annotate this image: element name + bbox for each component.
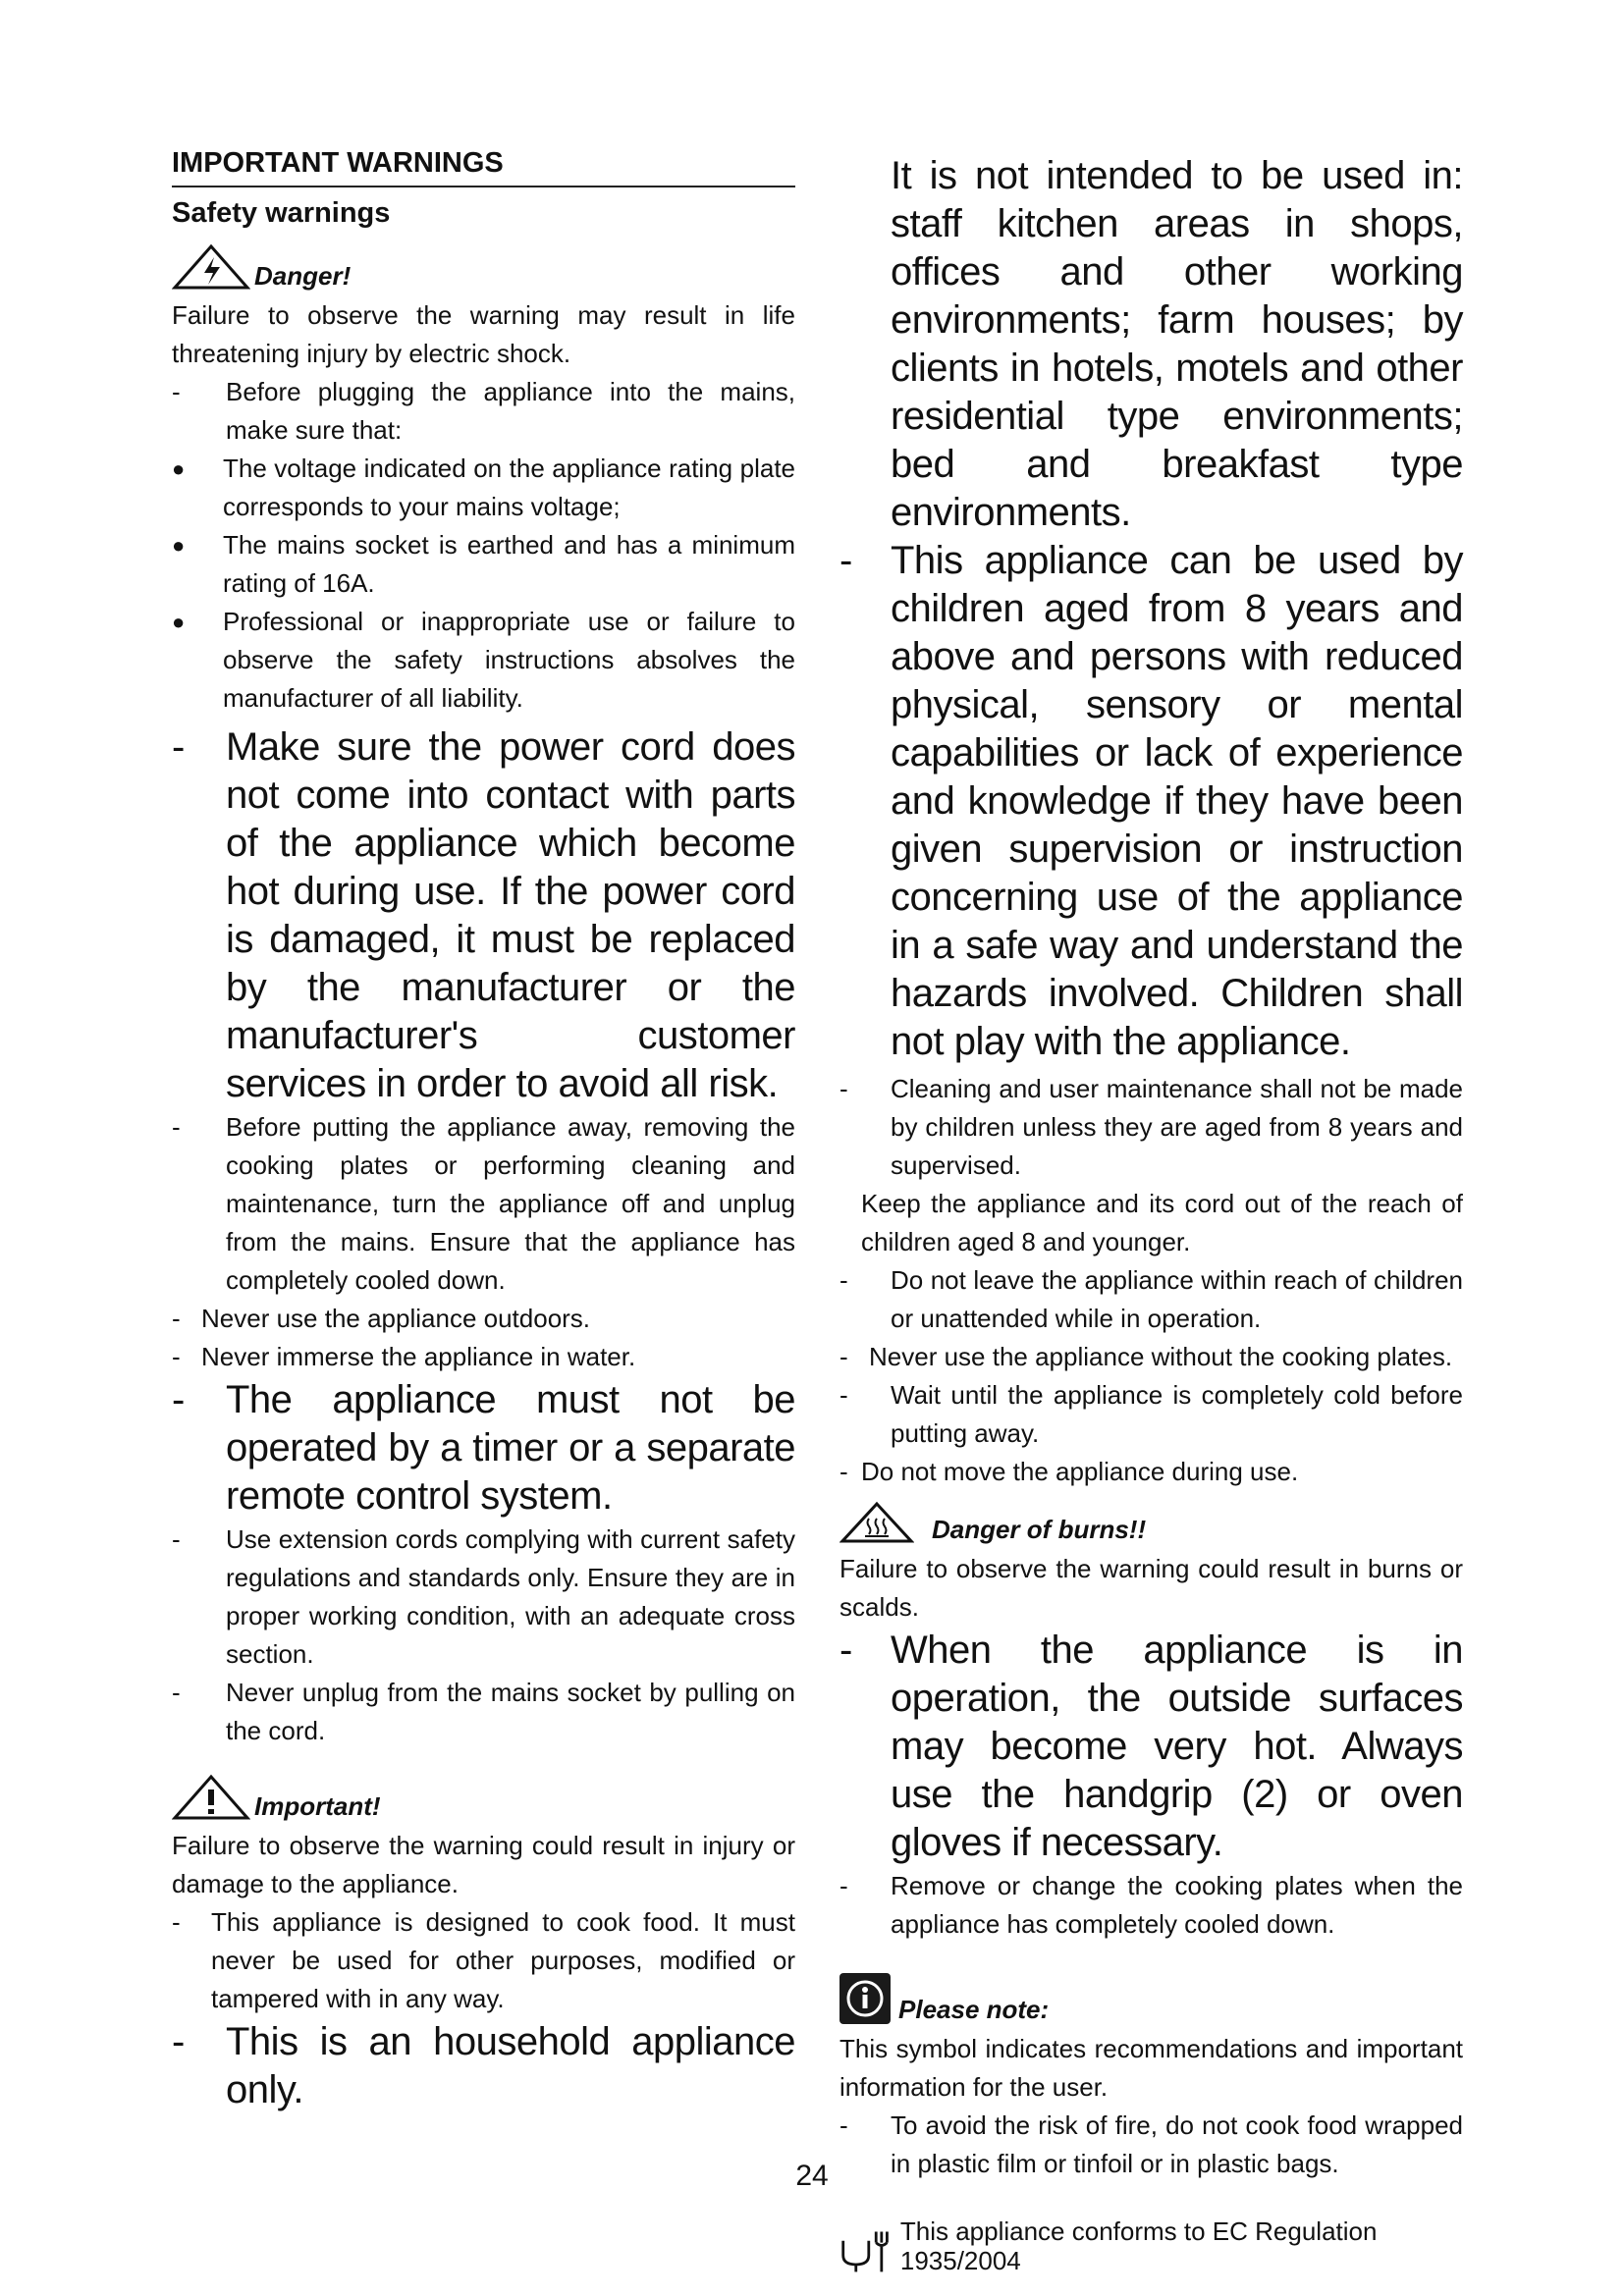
power-cord-text: Make sure the power cord does not come into contact with parts of the appliance which become hot during use. If the power cord is damaged, it must be replaced by the manufacturer or the manufacturer's customer services in order to avoid all risk.	[226, 725, 795, 1105]
remove-plates-item: - Remove or change the cooking plates when the appliance has completely cooled down.	[839, 1871, 1463, 1939]
not-intended-text: It is not intended to be used in: staff kitchen areas in shops, offices and other working environments; farm houses; by clients in hotels, motels and other residential type environments; bed and breakfast type environments.	[891, 154, 1463, 534]
designed-item: - This appliance is designed to cook food. It must never be used for other purposes, modified or tampered with in any way.	[172, 1907, 795, 2013]
extension-text: Use extension cords complying with current safety regulations and standards only. Ensure they are in proper working condition, with an adequate cross section.	[226, 1524, 795, 1669]
remove-plates-text: Remove or change the cooking plates when the appliance has completely cooled down.	[891, 1871, 1463, 1939]
before-plugging-text: Before plugging the appliance into the mains, make sure that:	[226, 377, 795, 445]
timer-item: - The appliance must not be operated by a timer or a separate remote control system.	[172, 1378, 795, 1518]
danger-heading	[172, 243, 795, 291]
fire-item: - To avoid the risk of fire, do not cook food wrapped in plastic film or tinfoil or in plastic bags.	[839, 2110, 1463, 2178]
do-not-move-item: - Do not move the appliance during use.	[839, 1457, 1299, 1486]
bullet-text: The mains socket is earthed and has a minimum rating of 16A.	[223, 530, 795, 598]
right-column	[839, 152, 1463, 2275]
timer-text: The appliance must not be operated by a timer or a separate remote control system.	[226, 1378, 795, 1518]
page-number: 24	[795, 2160, 829, 2192]
unplug-item: - Never unplug from the mains socket by pulling on the cord.	[172, 1678, 795, 1745]
wait-text: Wait until the appliance is completely cold before putting away.	[891, 1380, 1463, 1448]
cleaning-text: Cleaning and user maintenance shall not be made by children unless they are aged from 8 years and supervised.	[891, 1074, 1463, 1180]
unplug-text: Never unplug from the mains socket by pulling on the cord.	[226, 1678, 795, 1745]
wait-item: - Wait until the appliance is completely cold before putting away.	[839, 1380, 1463, 1448]
section-title: IMPORTANT WARNINGS	[172, 147, 795, 187]
never-immerse-item: - Never immerse the appliance in water.	[172, 1342, 636, 1371]
important-heading	[172, 1774, 795, 1821]
before-putting-item: - Before putting the appliance away, removing the cooking plates or performing cleaning and maintenance, turn the appliance off and unplug from the mains. Ensure that the appliance has completely cooled down.	[172, 1112, 795, 1295]
burns-label: Danger of burns!!	[932, 1515, 1147, 1544]
do-not-move-text: Do not move the appliance during use.	[861, 1457, 1299, 1486]
never-without-item: - Never use the appliance without the cooking plates.	[839, 1342, 1453, 1371]
subsection-title: Safety warnings	[172, 197, 391, 229]
never-outdoors-text: Never use the appliance outdoors.	[201, 1304, 591, 1333]
note-label: Please note:	[898, 1995, 1050, 2024]
info-icon	[839, 1973, 891, 2024]
important-text: Failure to observe the warning could result in injury or damage to the appliance.	[172, 1831, 795, 1898]
fire-text: To avoid the risk of fire, do not cook food wrapped in plastic film or tinfoil or in plastic bags.	[891, 2110, 1463, 2178]
left-column	[172, 147, 795, 2114]
cleaning-item: - Cleaning and user maintenance shall not be made by children unless they are aged from 8 years and supervised.	[839, 1074, 1463, 1180]
important-label: Important!	[254, 1791, 381, 1821]
do-not-leave-item: - Do not leave the appliance within reach of children or unattended while in operation.	[839, 1265, 1463, 1333]
burns-heading	[839, 1501, 1463, 1544]
before-plugging-item: - Before plugging the appliance into the mains, make sure that:	[172, 377, 795, 445]
conformity-line	[839, 2216, 1463, 2275]
bullet-text: Professional or inappropriate use or failure to observe the safety instructions absolves the manufacturer of all liability.	[223, 607, 795, 713]
hot-surfaces-item: - When the appliance is in operation, the outside surfaces may become very hot. Always use the handgrip (2) or oven gloves if necessary.	[839, 1629, 1463, 1864]
bullet-item	[172, 450, 795, 526]
power-cord-item: - Make sure the power cord does not come into contact with parts of the appliance which become hot during use. If the power cord is damaged, it must be replaced by the manufacturer or the manufacturer's customer services in order to avoid all risk.	[172, 725, 795, 1105]
do-not-leave-text: Do not leave the appliance within reach of children or unattended while in operation.	[891, 1265, 1463, 1333]
note-heading	[839, 1973, 1463, 2024]
food-contact-icon	[839, 2226, 894, 2275]
hot-surfaces-text: When the appliance is in operation, the outside surfaces may become very hot. Always use the handgrip (2) or oven gloves if necessary.	[891, 1629, 1463, 1864]
warning-triangle-icon	[172, 1774, 250, 1821]
bullet-item	[172, 526, 795, 603]
never-immerse-text: Never immerse the appliance in water.	[201, 1342, 636, 1371]
electric-shock-warning-icon	[172, 243, 250, 291]
hot-surface-warning-icon	[839, 1501, 914, 1544]
extension-item: - Use extension cords complying with current safety regulations and standards only. Ensure they are in proper working condition, with an adequate cross section.	[172, 1524, 795, 1669]
before-putting-text: Before putting the appliance away, removing the cooking plates or performing cleaning and maintenance, turn the appliance off and unplug from the mains. Ensure that the appliance has completely cooled down.	[226, 1112, 795, 1295]
danger-text: Failure to observe the warning may result in life threatening injury by electric shock.	[172, 300, 795, 368]
note-text: This symbol indicates recommendations and important information for the user.	[839, 2034, 1463, 2102]
danger-label: Danger!	[254, 261, 352, 291]
burns-text: Failure to observe the warning could result in burns or scalds.	[839, 1554, 1463, 1622]
bullet-icon: ●	[172, 610, 186, 634]
children-text: This appliance can be used by children aged from 8 years and above and persons with reduced physical, sensory or mental capabilities or lack of experience and knowledge if they have been given supervision or instruction concerning use of the appliance in a safe way and understand the hazards involved. Children shall not play with the appliance.	[891, 539, 1463, 1063]
never-without-text: Never use the appliance without the cooking plates.	[869, 1342, 1453, 1371]
bullet-icon: ●	[172, 533, 186, 558]
bullet-text: The voltage indicated on the appliance rating plate corresponds to your mains voltage;	[223, 454, 795, 521]
bullet-icon: ●	[172, 456, 186, 481]
bullet-item	[172, 603, 795, 718]
household-item: - This is an household appliance only.	[172, 2020, 795, 2111]
never-outdoors-item: - Never use the appliance outdoors.	[172, 1304, 591, 1333]
household-text: This is an household appliance only.	[226, 2020, 795, 2111]
children-item: - This appliance can be used by children aged from 8 years and above and persons with reduced physical, sensory or mental capabilities or lack of experience and knowledge if they have been given supervision or instruction concerning use of the appliance in a safe way and understand the hazards involved. Children shall not play with the appliance.	[839, 539, 1463, 1063]
conformity-text: This appliance conforms to EC Regulation 1935/2004	[899, 2216, 1378, 2275]
keep-text: Keep the appliance and its cord out of the reach of children aged 8 and younger.	[861, 1189, 1463, 1256]
designed-text: This appliance is designed to cook food. It must never be used for other purposes, modified or tampered with in any way.	[211, 1907, 795, 2013]
